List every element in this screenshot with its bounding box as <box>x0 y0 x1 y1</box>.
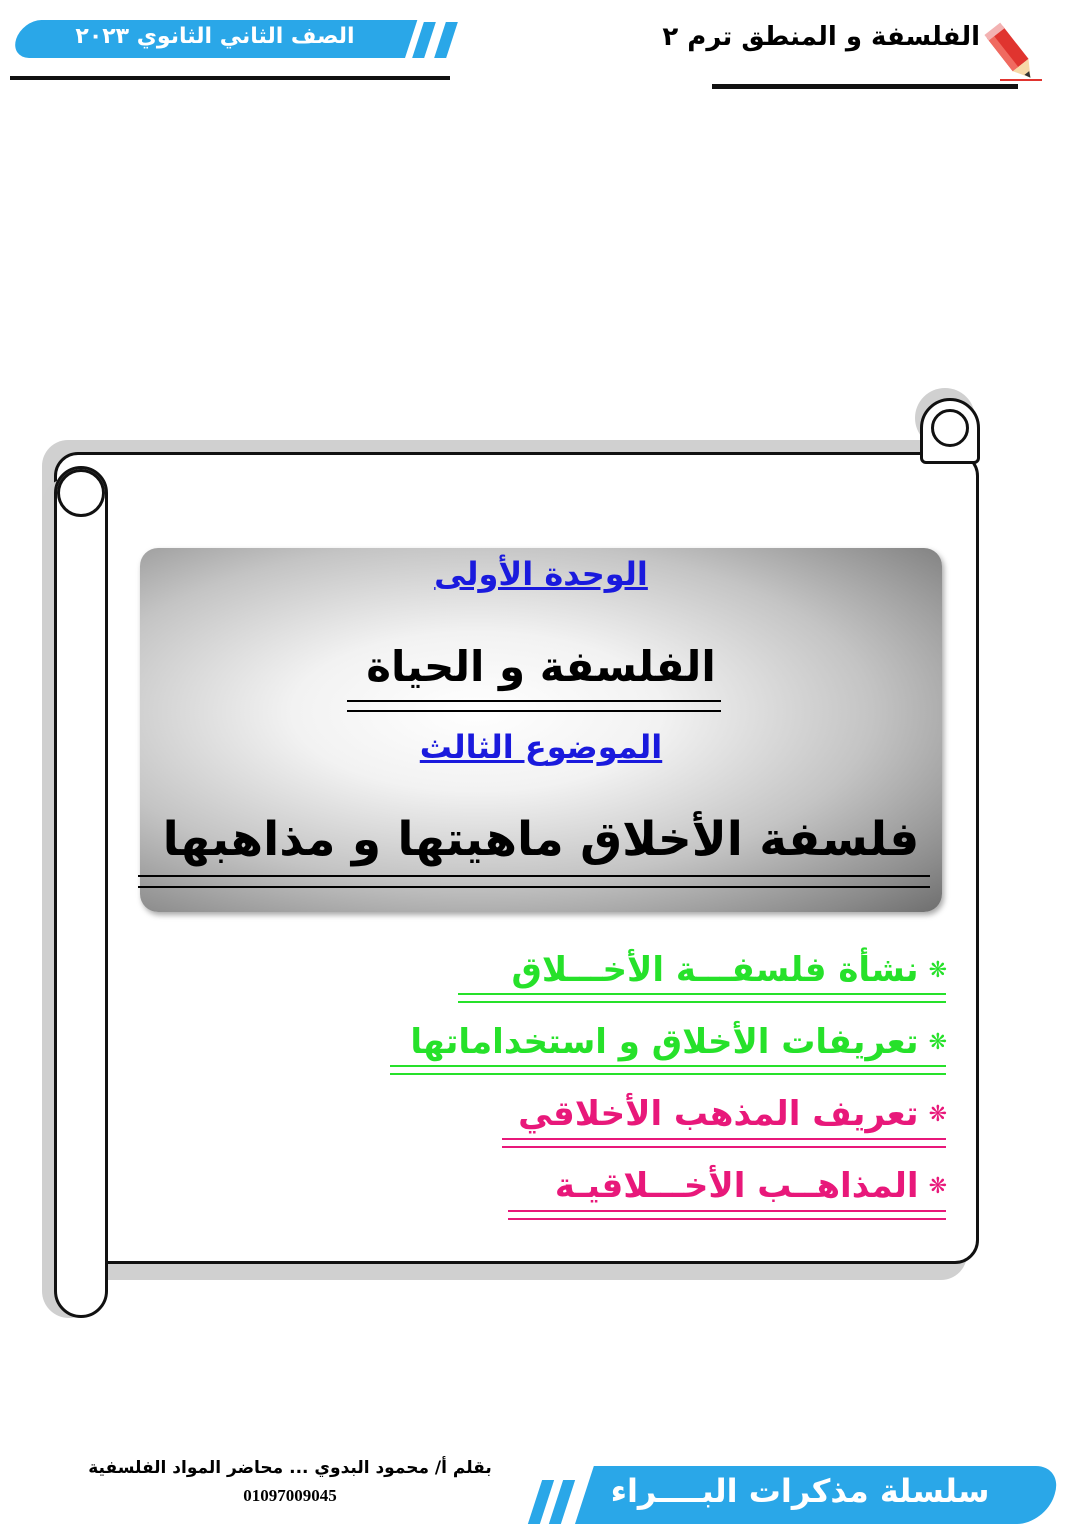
unit-title-underline <box>347 700 721 702</box>
unit-label: الوحدة الأولى <box>434 555 648 593</box>
banner-stripe <box>412 22 436 58</box>
pencil-icon <box>980 18 1050 88</box>
bullet-text: تعريفات الأخلاق و استخداماتها <box>410 1022 919 1062</box>
banner-stripe <box>434 22 458 58</box>
footer-stripe <box>549 1480 575 1524</box>
bullet-text: تعريف المذهب الأخلاقي <box>518 1094 919 1134</box>
footer-author: بقلم أ/ محمود البدوي ... محاضر المواد الفلسفية <box>88 1458 492 1478</box>
bullet-underline <box>508 1218 946 1220</box>
bullet-text: المذاهــب الأخـــلاقيـة <box>554 1166 919 1206</box>
bullet-underline <box>502 1146 946 1148</box>
series-name: سلسلة مذكرات البــــراء <box>610 1472 990 1510</box>
bullet-marker: ❋ <box>928 957 947 983</box>
bullet-underline <box>458 993 946 995</box>
subject-title: الفلسفة و المنطق ترم ٢ <box>662 22 980 52</box>
bullet-underline <box>390 1073 946 1075</box>
unit-title: الفلسفة و الحياة <box>366 642 716 691</box>
header-rule-left <box>10 76 450 80</box>
bullet-text: نشأة فلسفـــة الأخـــلاق <box>511 950 919 990</box>
bullet-marker: ❋ <box>928 1173 947 1199</box>
topic-title-underline <box>138 886 930 888</box>
bullet-marker: ❋ <box>928 1029 947 1055</box>
topic-title-underline <box>138 875 930 877</box>
topic-label: الموضوع الثالث <box>419 728 663 766</box>
unit-title-underline <box>347 710 721 712</box>
bullet-item <box>518 1094 947 1134</box>
bullet-item <box>511 950 947 990</box>
footer-phone: 01097009045 <box>243 1486 337 1505</box>
bullet-item <box>555 1166 947 1206</box>
bullet-underline <box>508 1210 946 1212</box>
bullet-underline <box>502 1138 946 1140</box>
bullet-underline <box>458 1001 946 1003</box>
header-rule-right <box>712 84 1018 89</box>
bullet-marker: ❋ <box>928 1101 947 1127</box>
bullet-underline <box>390 1065 946 1067</box>
scroll-top-roll <box>920 398 980 464</box>
scroll-left-roll <box>54 466 108 1318</box>
grade-label: الصف الثاني الثانوي ٢٠٢٣ <box>75 24 355 49</box>
bullet-item <box>410 1022 947 1062</box>
topic-title: فلسفة الأخلاق ماهيتها و مذاهبها <box>162 812 920 867</box>
